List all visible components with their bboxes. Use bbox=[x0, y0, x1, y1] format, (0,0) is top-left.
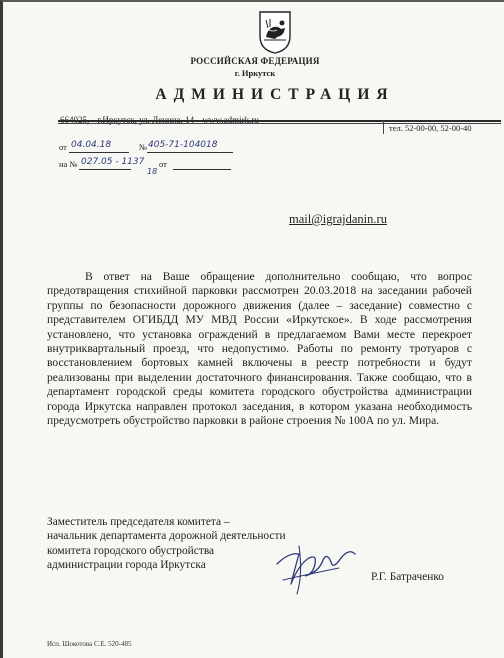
from-date: 04.04.18 bbox=[71, 140, 112, 150]
reply-number: 027.05 - 1137 bbox=[81, 157, 145, 167]
address-phones: тел. 52-00-00, 52-00-40 bbox=[389, 123, 472, 133]
reply-number-suffix: 18 bbox=[147, 167, 158, 176]
date-underline bbox=[69, 152, 129, 153]
reply-date-underline bbox=[173, 169, 231, 170]
phone-divider bbox=[383, 120, 384, 134]
header-country: РОССИЙСКАЯ ФЕДЕРАЦИЯ bbox=[190, 56, 320, 66]
header-city: г. Иркутск bbox=[234, 68, 276, 78]
signatory-name: Р.Г. Батраченко bbox=[371, 571, 444, 583]
signatory-title bbox=[47, 515, 286, 572]
header-rule bbox=[58, 120, 501, 122]
signatory-line: комитета городского обустройства bbox=[47, 544, 215, 557]
signatory-line: администрации города Иркутска bbox=[47, 558, 206, 571]
number-underline bbox=[147, 152, 233, 153]
header-organization: АДМИНИСТРАЦИЯ bbox=[155, 86, 395, 103]
outgoing-number: 405-71-104018 bbox=[148, 140, 218, 150]
reply-from-label: от bbox=[159, 159, 167, 169]
outgoing-reference bbox=[59, 140, 218, 152]
recipient-email[interactable]: mail@igrajdanin.ru bbox=[289, 212, 387, 226]
handwritten-signature bbox=[269, 534, 359, 598]
letter-body: В ответ на Ваше обращение дополнительно сообщаю, что вопрос предотвращения стихийной парковки рассмотрен 20.03.2018 на заседании рабочей группы по безопасности дорожного движения (далее – заседание) совместно с представителем ОГИБДД МУ МВД России «Иркутское». В ходе рассмотрения установлено, что установка ограждений в предлагаемом Вами месте перекроет внутриквартальный проезд, что недопустимо. Работы по ремонту тротуаров с восстановлением бортовых камней включены в реестр потребности и будут реализованы при выделении достаточного финансирования. Также сообщаю, что в департамент городской среды комитета городского обустройства администрации города Иркутска направлен протокол заседания, в котором указана необходимость предусмотреть обустройство парковки в районе строения № 100А по ул. Мира. bbox=[47, 270, 472, 428]
number-label: № bbox=[139, 142, 148, 152]
executor-note: Исп. Шокотова С.Е. 520-485 bbox=[47, 640, 132, 648]
reply-label: на № bbox=[59, 159, 78, 169]
signatory-line: Заместитель председателя комитета – bbox=[47, 516, 230, 528]
incoming-reference bbox=[59, 157, 167, 176]
from-label: от bbox=[59, 142, 67, 152]
coat-of-arms-icon bbox=[258, 10, 292, 54]
signatory-line: начальник департамента дорожной деятельности bbox=[47, 530, 286, 543]
reply-number-underline bbox=[79, 169, 131, 170]
